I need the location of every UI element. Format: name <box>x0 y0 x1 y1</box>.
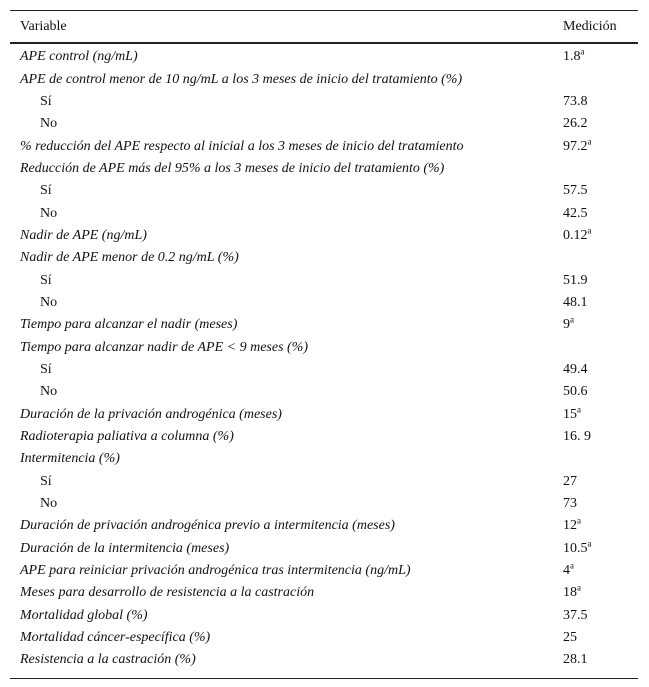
row-label: Tiempo para alcanzar el nadir (meses) <box>20 317 238 333</box>
row-label: Nadir de APE menor de 0.2 ng/mL (%) <box>20 250 239 266</box>
row-value <box>563 582 638 601</box>
row-label: Meses para desarrollo de resistencia a la castración <box>20 585 315 601</box>
row-label: Intermitencia (%) <box>20 451 120 467</box>
row-value <box>563 184 638 198</box>
row-label: No <box>40 205 58 221</box>
footnote-marker: a <box>577 404 581 415</box>
row-value <box>563 207 638 221</box>
row-value <box>563 609 638 623</box>
table-row <box>10 336 638 358</box>
row-label: Mortalidad global (%) <box>20 607 148 623</box>
table-row <box>10 292 638 314</box>
bottom-rule <box>10 678 638 679</box>
row-value <box>563 497 638 511</box>
row-value <box>563 95 638 109</box>
table-row <box>10 225 638 247</box>
table-row <box>10 68 638 90</box>
row-value-number: 57.5 <box>563 183 588 199</box>
row-value <box>563 538 638 556</box>
table-row <box>10 135 638 157</box>
row-value-number: 4 <box>563 563 570 579</box>
table-row <box>10 359 638 381</box>
row-value <box>563 404 638 422</box>
row-value <box>563 314 638 333</box>
row-value-number: 15 <box>563 406 577 422</box>
row-label: APE control (ng/mL) <box>20 49 138 65</box>
row-value <box>563 225 638 243</box>
row-label: APE de control menor de 10 ng/mL a los 3 meses de inicio del tratamiento (%) <box>20 71 463 87</box>
row-value <box>563 363 638 377</box>
table-row <box>10 582 638 604</box>
footnote-marker: a <box>587 135 592 146</box>
row-value-number: 37.5 <box>563 607 588 623</box>
row-value <box>563 385 638 399</box>
row-value <box>563 296 638 310</box>
table-row <box>10 448 638 470</box>
row-value-number: 97.2 <box>563 138 588 154</box>
row-value-number: 12 <box>563 518 577 534</box>
row-label: Duración de privación androgénica previo a intermitencia (meses) <box>20 518 395 534</box>
row-label: No <box>40 294 58 310</box>
row-value <box>563 560 638 579</box>
row-label: Sí <box>40 183 52 199</box>
row-value-number: 16. 9 <box>563 429 591 445</box>
row-value-number: 42.5 <box>563 205 588 221</box>
row-label: Sí <box>40 361 52 377</box>
row-value-number: 73 <box>563 496 577 512</box>
table-row <box>10 269 638 291</box>
row-value-number: 9 <box>563 317 570 333</box>
row-value <box>563 135 638 154</box>
row-label: No <box>40 496 58 512</box>
table-body <box>10 44 638 672</box>
row-value-number: 1.8 <box>563 49 581 65</box>
row-value <box>563 631 638 645</box>
row-label: Sí <box>40 473 52 489</box>
row-value-number: 27 <box>563 473 577 489</box>
row-label: Tiempo para alcanzar nadir de APE < 9 meses (%) <box>20 339 308 355</box>
table-row <box>10 247 638 269</box>
row-value-number: 28.1 <box>563 652 588 668</box>
row-value-number: 10.5 <box>563 540 588 556</box>
table-row <box>10 180 638 202</box>
table-row <box>10 113 638 135</box>
row-label: Nadir de APE (ng/mL) <box>20 227 147 243</box>
row-label: Radioterapia paliativa a columna (%) <box>20 429 234 445</box>
row-value <box>563 653 638 667</box>
table-row <box>10 627 638 649</box>
row-value-number: 48.1 <box>563 294 588 310</box>
table-row <box>10 158 638 180</box>
row-label: Duración de la privación androgénica (meses) <box>20 406 282 422</box>
table-row <box>10 381 638 403</box>
header-variable: Variable <box>20 18 67 34</box>
row-label: Mortalidad cáncer-específica (%) <box>20 630 211 646</box>
row-value-number: 50.6 <box>563 384 588 400</box>
header-measurement: Medición <box>563 18 617 34</box>
row-label: % reducción del APE respecto al inicial a los 3 meses de inicio del tratamiento <box>20 138 464 154</box>
footnote-marker: a <box>587 538 592 549</box>
table-row <box>10 515 638 537</box>
row-value <box>563 430 638 444</box>
row-label: Reducción de APE más del 95% a los 3 meses de inicio del tratamiento (%) <box>20 160 445 176</box>
table-row <box>10 605 638 627</box>
row-value-number: 51.9 <box>563 272 588 288</box>
row-label: Sí <box>40 272 52 288</box>
table-row <box>10 560 638 582</box>
row-label: APE para reiniciar privación androgénica tras intermitencia (ng/mL) <box>20 563 411 579</box>
row-value <box>563 117 638 131</box>
row-value <box>563 46 638 65</box>
row-value-number: 25 <box>563 630 577 646</box>
table-row <box>10 404 638 426</box>
row-value <box>563 274 638 288</box>
table-row <box>10 314 638 336</box>
table-row <box>10 649 638 671</box>
footnote-marker: a <box>587 225 592 236</box>
row-label: No <box>40 116 58 132</box>
row-value-number: 49.4 <box>563 361 588 377</box>
row-label: Sí <box>40 93 52 109</box>
row-label: Resistencia a la castración (%) <box>20 652 196 668</box>
row-value-number: 73.8 <box>563 93 588 109</box>
data-table <box>10 10 638 679</box>
table-row <box>10 46 638 68</box>
footnote-marker: a <box>570 560 574 571</box>
row-label: No <box>40 384 58 400</box>
table-row <box>10 91 638 113</box>
table-row <box>10 493 638 515</box>
table-row <box>10 202 638 224</box>
footnote-marker: a <box>580 46 585 57</box>
row-value-number: 26.2 <box>563 116 588 132</box>
row-value <box>563 515 638 534</box>
footnote-marker: a <box>577 582 581 593</box>
footnote-marker: a <box>570 314 574 325</box>
row-value-number: 18 <box>563 585 577 601</box>
table-row <box>10 538 638 560</box>
row-value <box>563 475 638 489</box>
table-header <box>10 11 638 42</box>
table-row <box>10 426 638 448</box>
row-value-number: 0.12 <box>563 227 588 243</box>
table-row <box>10 471 638 493</box>
footnote-marker: a <box>577 515 581 526</box>
row-label: Duración de la intermitencia (meses) <box>20 540 230 556</box>
